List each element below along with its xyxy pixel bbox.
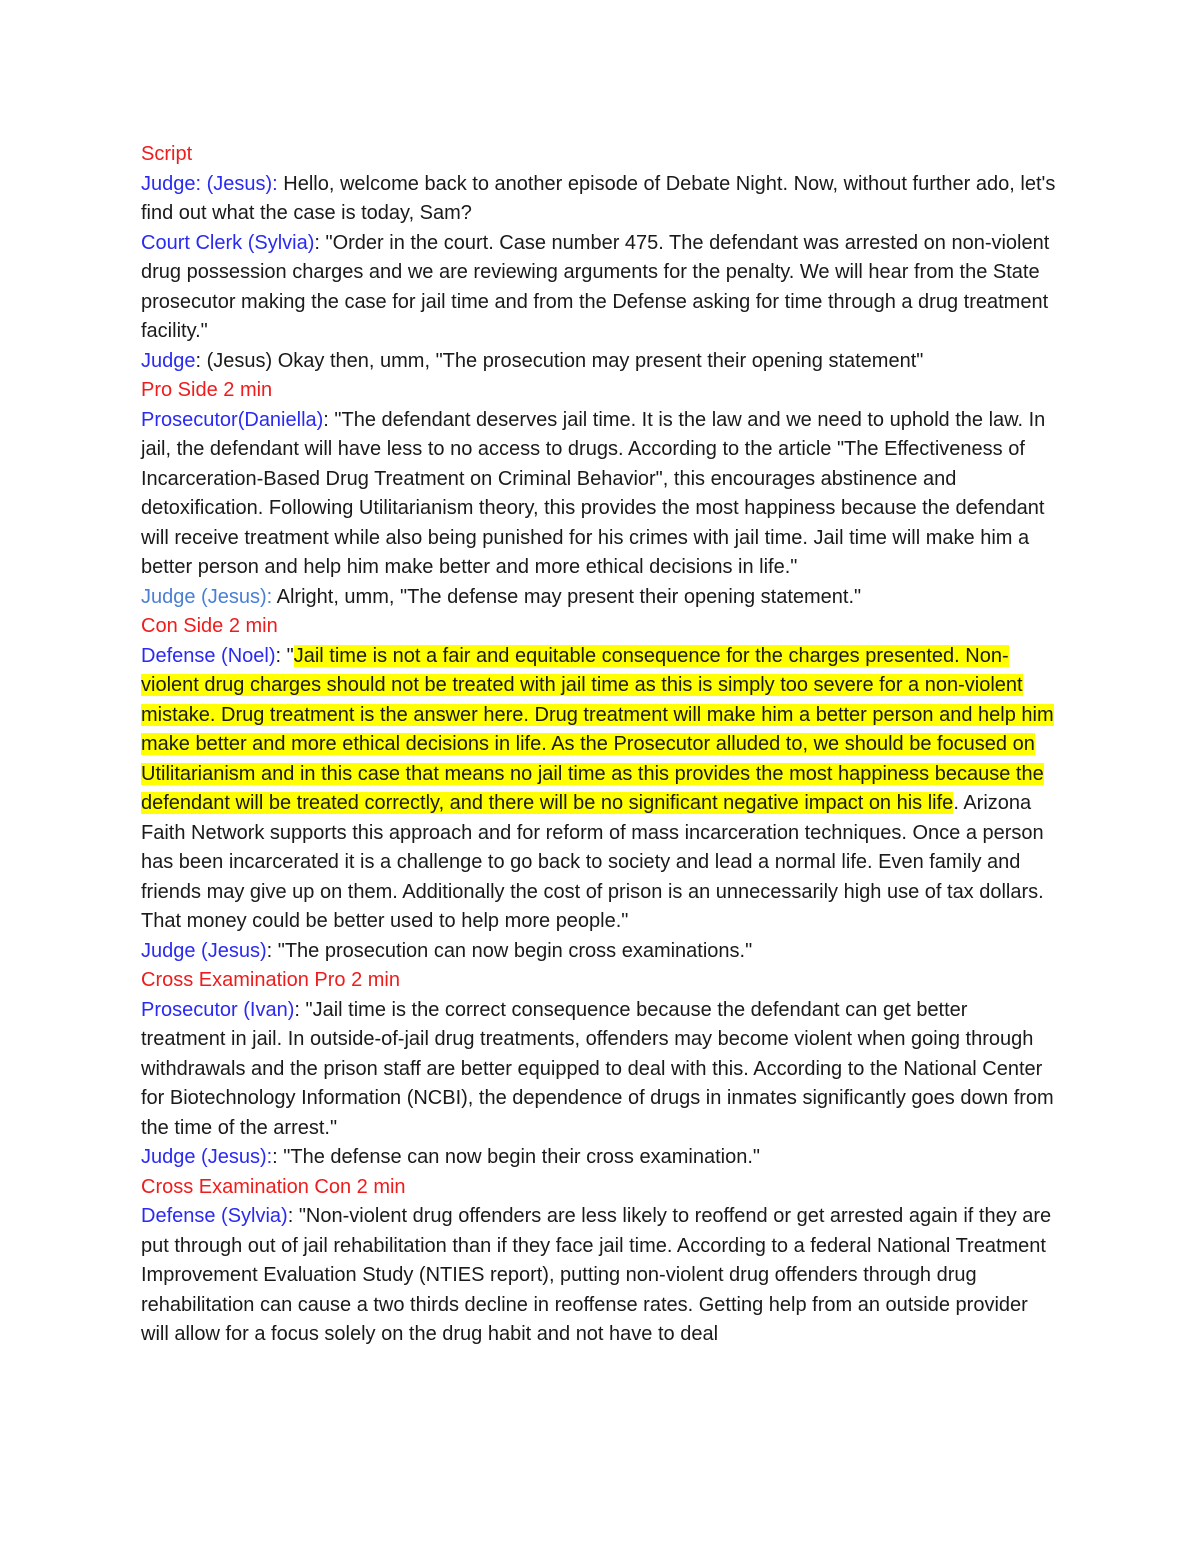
speaker-label: Judge (Jesus): xyxy=(141,1146,273,1168)
paragraph-text: : (Jesus) Okay then, umm, "The prosecution may present their opening statement" xyxy=(195,349,924,372)
paragraph-defense-opening xyxy=(141,642,1056,937)
paragraph-judge-cross-pro-call xyxy=(141,937,1056,967)
paragraph-text: : "The defendant deserves jail time. It is the law and we need to uphold the law. In jail, the defendant will have less to no access to drugs. According to the article "The Effectiveness of Incarceration-Based Drug Treatment on Criminal Behavior", this encourages abstinence and detoxification. Following Utilitarianism theory, this provides the most happiness because the defendant will receive treatment while also being punished for his crimes with jail time. Jail time will make him a better person and help him make better and more ethical decisions in life." xyxy=(141,408,1046,578)
paragraph-prosecutor-cross xyxy=(141,996,1056,1144)
speaker-label: Defense (Sylvia) xyxy=(141,1205,288,1227)
paragraph-text: : "Jail time is the correct consequence because the defendant can get better treatment in jail. In outside-of-jail drug treatments, offenders may become violent when going through withdrawals and the prison staff are better equipped to deal with this. According to the National Center for Biotechnology Information (NCBI), the dependence of drugs in inmates significantly goes down from the time of the arrest." xyxy=(141,998,1054,1139)
paragraph-text: : " xyxy=(275,644,294,667)
speaker-label: Defense (Noel) xyxy=(141,644,276,667)
speaker-label: Prosecutor(Daniella) xyxy=(141,408,324,431)
speaker-label: Court Clerk (Sylvia) xyxy=(141,231,315,254)
heading-cross-con: Cross Examination Con 2 min xyxy=(141,1175,406,1198)
heading-pro-side: Pro Side 2 min xyxy=(141,379,273,401)
speaker-label: Judge: (Jesus): xyxy=(141,172,278,195)
speaker-label: Judge (Jesus): xyxy=(141,585,273,608)
paragraph-text: : "Order in the court. Case number 475. The defendant was arrested on non-violent drug possession charges and we are reviewing arguments for the penalty. We will hear from the State prosecutor making the case for jail time and from the Defense asking for time through a drug treatment facility." xyxy=(141,231,1050,342)
paragraph-text: : "The defense can now begin their cross examination." xyxy=(272,1146,760,1168)
paragraph-prosecutor-opening xyxy=(141,406,1056,583)
paragraph-judge-prosecution-call xyxy=(141,347,1056,377)
heading-script: Script xyxy=(141,143,193,165)
paragraph-judge-cross-con-call xyxy=(141,1143,1056,1173)
paragraph-text: : "The prosecution can now begin cross examinations." xyxy=(266,939,753,962)
paragraph-judge-intro xyxy=(141,170,1056,229)
highlighted-text: Jail time is not a fair and equitable consequence for the charges presented. Non-violent drug charges should not be treated with jail time as this is simply too severe for a non-violent mistake. Drug treatment is the answer here. Drug treatment will make him a better person and help him make better and more ethical decisions in life. As the Prosecutor alluded to, we should be focused on Utilitarianism and in this case that means no jail time as this provides the most happiness because the defendant will be treated correctly, and there will be no significant negative impact on his life xyxy=(141,644,1054,814)
paragraph-text: Hello, welcome back to another episode of Debate Night. Now, without further ado, let's find out what the case is today, Sam? xyxy=(141,172,1056,224)
speaker-label: Judge xyxy=(141,349,196,372)
paragraph-text: : "Non-violent drug offenders are less likely to reoffend or get arrested again if they are put through out of jail rehabilitation than if they face jail time. According to a federal National Treatment Improvement Evaluation Study (NTIES report), putting non-violent drug offenders through drug rehabilitation can cause a two thirds decline in reoffense rates. Getting help from an outside provider will allow for a focus solely on the drug habit and not have to deal xyxy=(141,1205,1052,1345)
speaker-label: Prosecutor (Ivan) xyxy=(141,998,295,1021)
paragraph-text: . Arizona Faith Network supports this approach and for reform of mass incarceration techniques. Once a person has been incarcerated it is a challenge to go back to society and lead a normal life. Even family and friends may give up on them. Additionally the cost of prison is an unnecessarily high use of tax dollars. That money could be better used to help more people." xyxy=(141,792,1044,932)
heading-con-side: Con Side 2 min xyxy=(141,615,278,637)
speaker-label: Judge (Jesus) xyxy=(141,939,267,962)
document-page xyxy=(141,140,1056,1350)
paragraph-text: Alright, umm, "The defense may present their opening statement." xyxy=(272,585,862,608)
paragraph-judge-defense-call xyxy=(141,583,1056,613)
paragraph-court-clerk xyxy=(141,229,1056,347)
paragraph-defense-cross xyxy=(141,1202,1056,1350)
heading-cross-pro: Cross Examination Pro 2 min xyxy=(141,969,400,991)
